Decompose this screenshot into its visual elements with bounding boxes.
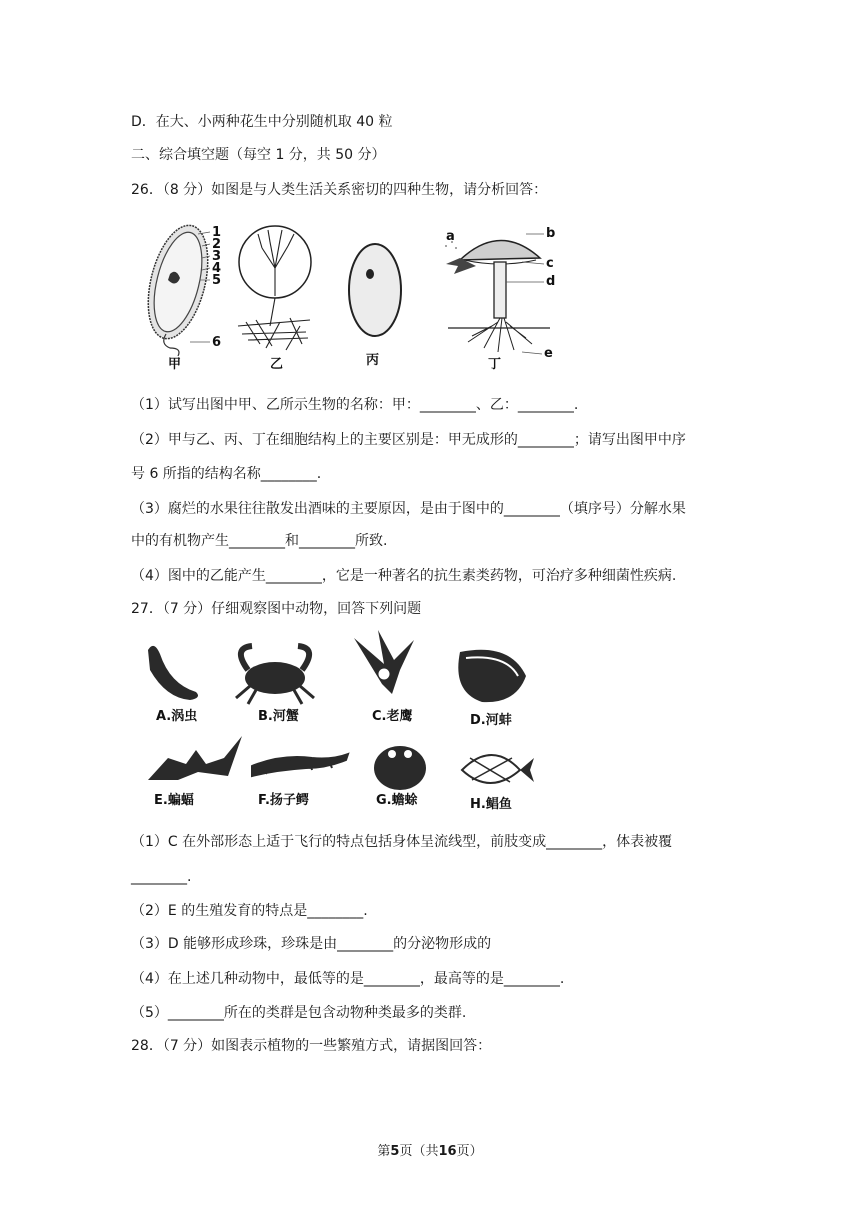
caption-d: D.河蚌: [470, 713, 512, 728]
label-ding-b: b: [546, 226, 556, 241]
penicillium-yi-drawing: [238, 226, 311, 372]
caption-f: F.扬子鳄: [258, 793, 309, 808]
label-jia-5: 5: [212, 273, 222, 288]
label-ding-c: c: [546, 256, 554, 271]
q27-part1: （1）C 在外部形态上适于飞行的特点包括身体呈流线型，前肢变成________，体表被覆: [131, 834, 673, 850]
caption-bing: 丙: [366, 353, 380, 368]
caption-e: E.蝙蝠: [154, 793, 194, 808]
q27-part5: （5）________所在的类群是包含动物种类最多的类群.: [131, 1005, 467, 1021]
q27-part4: （4）在上述几种动物中，最低等的是________，最高等的是________.: [131, 971, 565, 987]
footer-middle: 页（共: [399, 1144, 439, 1159]
caption-yi: 乙: [270, 357, 284, 372]
footer-page-number: 5: [390, 1144, 400, 1159]
label-jia-2: 2: [212, 237, 222, 252]
q26-part2-cont: 号 6 所指的结构名称________.: [131, 466, 322, 482]
label-jia-4: 4: [212, 261, 222, 276]
option-d-line: D．在大、小两种花生中分别随机取 40 粒: [131, 114, 393, 130]
figure-27-animals: [140, 630, 540, 820]
caption-c: C.老鹰: [372, 709, 413, 724]
question-28-title: 28．（7 分）如图表示植物的一些繁殖方式，请据图回答：: [131, 1038, 492, 1054]
caption-jia: 甲: [168, 357, 182, 372]
footer-prefix: 第: [377, 1144, 391, 1159]
caption-b: B.河蟹: [258, 709, 299, 724]
caption-g: G.蟾蜍: [376, 793, 418, 808]
label-ding-d: d: [546, 274, 556, 289]
fish-h-drawing: [462, 755, 534, 783]
q27-part3: （3）D 能够形成珍珠，珍珠是由________的分泌物形成的: [131, 936, 492, 952]
crab-b-drawing: [236, 646, 314, 704]
caption-ding: 丁: [488, 357, 502, 372]
figure-26-organisms: [130, 222, 560, 374]
page-footer: [0, 1140, 860, 1159]
section-heading: 二、综合填空题（每空 1 分，共 50 分）: [131, 147, 386, 163]
caption-a: A.涡虫: [156, 709, 198, 724]
q26-part2: （2）甲与乙、丙、丁在细胞结构上的主要区别是：甲无成形的________；请写出图甲中序: [131, 432, 686, 448]
flatworm-a-drawing: [148, 646, 198, 700]
q27-part2: （2）E 的生殖发育的特点是________.: [131, 903, 368, 919]
footer-suffix: 页）: [456, 1144, 483, 1159]
eagle-c-drawing: [354, 630, 414, 694]
mussel-d-drawing: [458, 650, 526, 702]
caption-h: H.鲳鱼: [470, 797, 512, 812]
q26-part1: （1）试写出图中甲、乙所示生物的名称：甲：________、乙：________.: [131, 397, 579, 413]
label-jia-1: 1: [212, 225, 222, 240]
footer-total-pages: 16: [438, 1144, 457, 1159]
alligator-f-drawing: [252, 754, 348, 776]
label-ding-e: e: [544, 346, 553, 361]
q27-part1-cont: ________.: [131, 869, 192, 885]
q26-part4: （4）图中的乙能产生________，它是一种著名的抗生素类药物，可治疗多种细菌性疾病.: [131, 568, 677, 584]
question-27-title: 27．（7 分）仔细观察图中动物，回答下列问题: [131, 601, 422, 617]
label-jia-6: 6: [212, 335, 222, 350]
toad-g-drawing: [374, 746, 426, 790]
question-26-title: 26．（8 分）如图是与人类生活关系密切的四种生物，请分析回答：: [131, 182, 548, 198]
bat-e-drawing: [148, 736, 242, 780]
q26-part3: （3）腐烂的水果往往散发出酒味的主要原因，是由于图中的________（填序号）分解水果: [131, 501, 686, 517]
bacterium-jia-drawing: [138, 222, 221, 372]
label-jia-3: 3: [212, 249, 222, 264]
q26-part3-cont: 中的有机物产生________和________所致.: [131, 533, 388, 549]
yeast-bing-drawing: [349, 244, 401, 368]
label-ding-a: a: [446, 229, 455, 244]
mushroom-ding-drawing: [445, 226, 555, 372]
